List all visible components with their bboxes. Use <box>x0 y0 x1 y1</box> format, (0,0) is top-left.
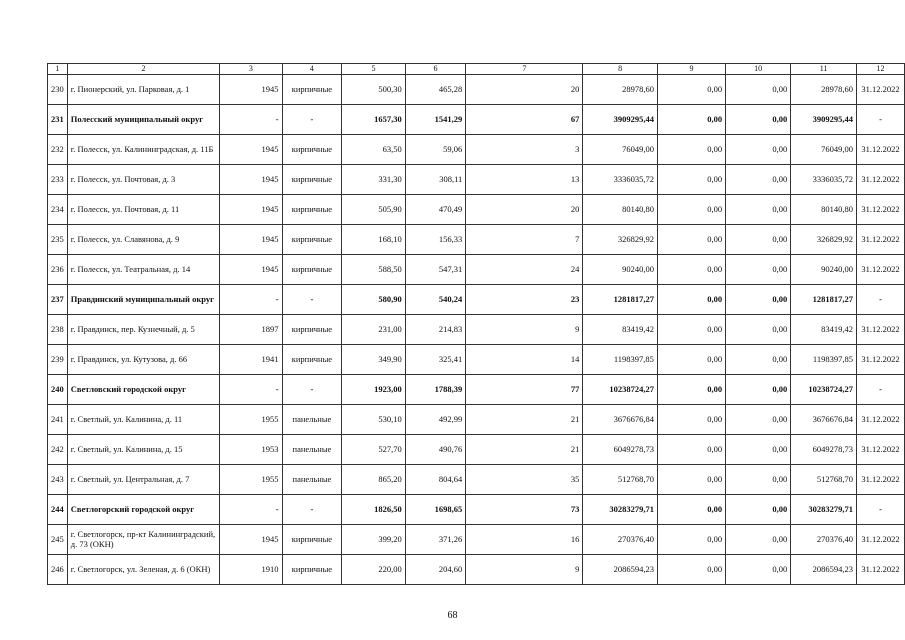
cell-cost-other: 90240,00 <box>791 255 857 285</box>
cell-cost-budget: 0,00 <box>726 345 791 375</box>
cell-total-area: 527,70 <box>342 435 405 465</box>
cell-living-area: 371,26 <box>405 525 466 555</box>
cell-wall-material: кирпичные <box>282 315 342 345</box>
cell-row-number: 243 <box>48 465 68 495</box>
cell-year-built: 1945 <box>220 135 282 165</box>
cell-cost-fund: 0,00 <box>657 75 725 105</box>
table-row <box>48 75 905 105</box>
cell-cost-other: 270376,40 <box>791 525 857 555</box>
cell-living-area: 1698,65 <box>405 495 466 525</box>
cell-cost-total: 512768,70 <box>583 465 658 495</box>
cell-wall-material: кирпичные <box>282 75 342 105</box>
table-row <box>48 465 905 495</box>
table-row <box>48 555 905 585</box>
cell-living-area: 308,11 <box>405 165 466 195</box>
cell-cost-other: 10238724,27 <box>791 375 857 405</box>
cell-cost-budget: 0,00 <box>726 465 791 495</box>
cell-living-area: 214,83 <box>405 315 466 345</box>
column-header-6: 6 <box>405 64 466 75</box>
cell-year-built: - <box>220 285 282 315</box>
cell-living-area: 804,64 <box>405 465 466 495</box>
cell-cost-other: 2086594,23 <box>791 555 857 585</box>
cell-year-built: - <box>220 105 282 135</box>
cell-wall-material: панельные <box>282 405 342 435</box>
cell-cost-total: 3909295,44 <box>583 105 658 135</box>
cell-row-number: 241 <box>48 405 68 435</box>
cell-total-area: 588,50 <box>342 255 405 285</box>
cell-residents: 16 <box>466 525 583 555</box>
table-row <box>48 255 905 285</box>
cell-residents: 7 <box>466 225 583 255</box>
cell-cost-total: 76049,00 <box>583 135 658 165</box>
cell-address: г. Светлогорск, пр-кт Калининградский, д. 73 (ОКН) <box>67 525 220 555</box>
cell-wall-material: кирпичные <box>282 525 342 555</box>
cell-cost-fund: 0,00 <box>657 405 725 435</box>
cell-row-number: 238 <box>48 315 68 345</box>
cell-cost-total: 1198397,85 <box>583 345 658 375</box>
cell-completion-date: - <box>856 375 904 405</box>
table-body <box>48 75 905 585</box>
cell-row-number: 237 <box>48 285 68 315</box>
cell-cost-fund: 0,00 <box>657 225 725 255</box>
housing-table <box>47 63 905 585</box>
cell-address: г. Светлый, ул. Калинина, д. 11 <box>67 405 220 435</box>
cell-completion-date: 31.12.2022 <box>856 435 904 465</box>
cell-row-number: 231 <box>48 105 68 135</box>
cell-residents: 77 <box>466 375 583 405</box>
cell-living-area: 156,33 <box>405 225 466 255</box>
cell-residents: 23 <box>466 285 583 315</box>
cell-residents: 21 <box>466 435 583 465</box>
cell-cost-fund: 0,00 <box>657 435 725 465</box>
cell-total-area: 63,50 <box>342 135 405 165</box>
cell-address: г. Полесск, ул. Почтовая, д. 11 <box>67 195 220 225</box>
cell-total-area: 231,00 <box>342 315 405 345</box>
cell-completion-date: 31.12.2022 <box>856 465 904 495</box>
cell-completion-date: 31.12.2022 <box>856 345 904 375</box>
cell-address: г. Светлогорск, ул. Зеленая, д. 6 (ОКН) <box>67 555 220 585</box>
column-number-header-row <box>48 64 905 75</box>
cell-cost-budget: 0,00 <box>726 195 791 225</box>
cell-residents: 24 <box>466 255 583 285</box>
cell-cost-total: 10238724,27 <box>583 375 658 405</box>
cell-total-area: 220,00 <box>342 555 405 585</box>
column-header-12: 12 <box>856 64 904 75</box>
cell-living-area: 1788,39 <box>405 375 466 405</box>
cell-year-built: 1955 <box>220 405 282 435</box>
cell-address: г. Светлый, ул. Калинина, д. 15 <box>67 435 220 465</box>
cell-cost-total: 6049278,73 <box>583 435 658 465</box>
cell-cost-total: 326829,92 <box>583 225 658 255</box>
cell-year-built: 1910 <box>220 555 282 585</box>
cell-cost-fund: 0,00 <box>657 135 725 165</box>
cell-wall-material: панельные <box>282 435 342 465</box>
table-row <box>48 195 905 225</box>
table-row-subtotal <box>48 105 905 135</box>
cell-completion-date: - <box>856 105 904 135</box>
cell-completion-date: 31.12.2022 <box>856 555 904 585</box>
cell-cost-other: 80140,80 <box>791 195 857 225</box>
cell-cost-other: 3676676,84 <box>791 405 857 435</box>
cell-total-area: 500,30 <box>342 75 405 105</box>
cell-cost-other: 326829,92 <box>791 225 857 255</box>
cell-cost-other: 6049278,73 <box>791 435 857 465</box>
cell-address: Светловский городской округ <box>67 375 220 405</box>
cell-completion-date: - <box>856 285 904 315</box>
cell-cost-budget: 0,00 <box>726 495 791 525</box>
cell-cost-budget: 0,00 <box>726 165 791 195</box>
cell-cost-total: 28978,60 <box>583 75 658 105</box>
cell-cost-other: 1198397,85 <box>791 345 857 375</box>
cell-cost-budget: 0,00 <box>726 315 791 345</box>
table-row <box>48 435 905 465</box>
cell-address: Правдинский муниципальный округ <box>67 285 220 315</box>
column-header-2: 2 <box>67 64 220 75</box>
cell-cost-other: 3336035,72 <box>791 165 857 195</box>
cell-cost-budget: 0,00 <box>726 375 791 405</box>
cell-living-area: 540,24 <box>405 285 466 315</box>
cell-cost-fund: 0,00 <box>657 195 725 225</box>
cell-year-built: 1953 <box>220 435 282 465</box>
cell-cost-budget: 0,00 <box>726 225 791 255</box>
table-row <box>48 165 905 195</box>
cell-row-number: 233 <box>48 165 68 195</box>
cell-living-area: 465,28 <box>405 75 466 105</box>
cell-address: г. Полесск, ул. Славянова, д. 9 <box>67 225 220 255</box>
cell-address: г. Правдинск, пер. Кузнечный, д. 5 <box>67 315 220 345</box>
cell-living-area: 470,49 <box>405 195 466 225</box>
cell-total-area: 530,10 <box>342 405 405 435</box>
cell-row-number: 244 <box>48 495 68 525</box>
cell-cost-other: 1281817,27 <box>791 285 857 315</box>
cell-cost-other: 28978,60 <box>791 75 857 105</box>
cell-completion-date: 31.12.2022 <box>856 315 904 345</box>
column-header-1: 1 <box>48 64 68 75</box>
cell-cost-budget: 0,00 <box>726 255 791 285</box>
cell-row-number: 235 <box>48 225 68 255</box>
cell-total-area: 168,10 <box>342 225 405 255</box>
column-header-8: 8 <box>583 64 658 75</box>
cell-total-area: 1923,00 <box>342 375 405 405</box>
cell-cost-fund: 0,00 <box>657 495 725 525</box>
cell-cost-fund: 0,00 <box>657 255 725 285</box>
cell-residents: 35 <box>466 465 583 495</box>
cell-residents: 67 <box>466 105 583 135</box>
cell-cost-fund: 0,00 <box>657 465 725 495</box>
cell-cost-total: 80140,80 <box>583 195 658 225</box>
cell-living-area: 1541,29 <box>405 105 466 135</box>
cell-completion-date: 31.12.2022 <box>856 225 904 255</box>
cell-wall-material: панельные <box>282 465 342 495</box>
cell-residents: 13 <box>466 165 583 195</box>
cell-row-number: 234 <box>48 195 68 225</box>
page-number: 68 <box>447 610 458 621</box>
table-row <box>48 225 905 255</box>
cell-wall-material: кирпичные <box>282 165 342 195</box>
column-header-5: 5 <box>342 64 405 75</box>
cell-completion-date: 31.12.2022 <box>856 165 904 195</box>
table-row <box>48 405 905 435</box>
cell-cost-total: 83419,42 <box>583 315 658 345</box>
cell-cost-fund: 0,00 <box>657 165 725 195</box>
cell-cost-fund: 0,00 <box>657 555 725 585</box>
cell-cost-total: 270376,40 <box>583 525 658 555</box>
cell-cost-fund: 0,00 <box>657 105 725 135</box>
cell-year-built: 1945 <box>220 75 282 105</box>
cell-wall-material: кирпичные <box>282 135 342 165</box>
cell-cost-budget: 0,00 <box>726 405 791 435</box>
cell-cost-total: 3676676,84 <box>583 405 658 435</box>
cell-wall-material: кирпичные <box>282 225 342 255</box>
cell-address: Светлогорский городской округ <box>67 495 220 525</box>
cell-wall-material: кирпичные <box>282 345 342 375</box>
cell-cost-other: 30283279,71 <box>791 495 857 525</box>
cell-cost-budget: 0,00 <box>726 135 791 165</box>
cell-wall-material: - <box>282 375 342 405</box>
cell-wall-material: кирпичные <box>282 255 342 285</box>
cell-residents: 20 <box>466 75 583 105</box>
cell-completion-date: 31.12.2022 <box>856 405 904 435</box>
cell-total-area: 349,90 <box>342 345 405 375</box>
cell-residents: 9 <box>466 555 583 585</box>
cell-cost-fund: 0,00 <box>657 315 725 345</box>
cell-cost-budget: 0,00 <box>726 555 791 585</box>
cell-cost-fund: 0,00 <box>657 285 725 315</box>
cell-address: г. Светлый, ул. Центральная, д. 7 <box>67 465 220 495</box>
cell-completion-date: - <box>856 495 904 525</box>
cell-total-area: 1657,30 <box>342 105 405 135</box>
cell-living-area: 492,99 <box>405 405 466 435</box>
cell-row-number: 240 <box>48 375 68 405</box>
cell-cost-total: 3336035,72 <box>583 165 658 195</box>
cell-living-area: 204,60 <box>405 555 466 585</box>
cell-year-built: 1897 <box>220 315 282 345</box>
cell-residents: 9 <box>466 315 583 345</box>
cell-year-built: 1945 <box>220 525 282 555</box>
cell-row-number: 245 <box>48 525 68 555</box>
cell-cost-total: 90240,00 <box>583 255 658 285</box>
cell-row-number: 242 <box>48 435 68 465</box>
cell-row-number: 239 <box>48 345 68 375</box>
cell-total-area: 865,20 <box>342 465 405 495</box>
cell-address: г. Полесск, ул. Калининградская, д. 11Б <box>67 135 220 165</box>
cell-address: Полесский муниципальный округ <box>67 105 220 135</box>
column-header-3: 3 <box>220 64 282 75</box>
cell-year-built: 1945 <box>220 225 282 255</box>
cell-total-area: 580,90 <box>342 285 405 315</box>
cell-address: г. Правдинск, ул. Кутузова, д. 66 <box>67 345 220 375</box>
cell-cost-total: 2086594,23 <box>583 555 658 585</box>
cell-wall-material: - <box>282 105 342 135</box>
cell-living-area: 59,06 <box>405 135 466 165</box>
cell-cost-fund: 0,00 <box>657 345 725 375</box>
cell-year-built: 1941 <box>220 345 282 375</box>
cell-row-number: 246 <box>48 555 68 585</box>
cell-row-number: 236 <box>48 255 68 285</box>
cell-residents: 3 <box>466 135 583 165</box>
cell-address: г. Полесск, ул. Почтовая, д. 3 <box>67 165 220 195</box>
column-header-4: 4 <box>282 64 342 75</box>
cell-residents: 20 <box>466 195 583 225</box>
cell-cost-other: 3909295,44 <box>791 105 857 135</box>
cell-year-built: 1955 <box>220 465 282 495</box>
cell-row-number: 230 <box>48 75 68 105</box>
cell-cost-budget: 0,00 <box>726 525 791 555</box>
cell-living-area: 547,31 <box>405 255 466 285</box>
cell-address: г. Полесск, ул. Театральная, д. 14 <box>67 255 220 285</box>
table-row <box>48 525 905 555</box>
cell-completion-date: 31.12.2022 <box>856 75 904 105</box>
column-header-10: 10 <box>726 64 791 75</box>
table-row <box>48 135 905 165</box>
cell-completion-date: 31.12.2022 <box>856 525 904 555</box>
cell-cost-budget: 0,00 <box>726 435 791 465</box>
cell-completion-date: 31.12.2022 <box>856 195 904 225</box>
cell-total-area: 1826,50 <box>342 495 405 525</box>
cell-address: г. Пионерский, ул. Парковая, д. 1 <box>67 75 220 105</box>
cell-year-built: 1945 <box>220 165 282 195</box>
cell-year-built: - <box>220 495 282 525</box>
cell-residents: 73 <box>466 495 583 525</box>
table-row-subtotal <box>48 285 905 315</box>
cell-cost-budget: 0,00 <box>726 105 791 135</box>
cell-cost-total: 30283279,71 <box>583 495 658 525</box>
cell-cost-total: 1281817,27 <box>583 285 658 315</box>
cell-completion-date: 31.12.2022 <box>856 255 904 285</box>
cell-cost-other: 83419,42 <box>791 315 857 345</box>
cell-cost-budget: 0,00 <box>726 285 791 315</box>
cell-residents: 14 <box>466 345 583 375</box>
cell-living-area: 490,76 <box>405 435 466 465</box>
cell-total-area: 505,90 <box>342 195 405 225</box>
cell-year-built: 1945 <box>220 195 282 225</box>
cell-living-area: 325,41 <box>405 345 466 375</box>
cell-cost-other: 76049,00 <box>791 135 857 165</box>
cell-year-built: - <box>220 375 282 405</box>
cell-cost-budget: 0,00 <box>726 75 791 105</box>
cell-cost-fund: 0,00 <box>657 375 725 405</box>
table-row-subtotal <box>48 495 905 525</box>
table-row <box>48 345 905 375</box>
cell-wall-material: кирпичные <box>282 195 342 225</box>
cell-wall-material: кирпичные <box>282 555 342 585</box>
column-header-9: 9 <box>657 64 725 75</box>
column-header-7: 7 <box>466 64 583 75</box>
cell-wall-material: - <box>282 285 342 315</box>
cell-completion-date: 31.12.2022 <box>856 135 904 165</box>
cell-total-area: 399,20 <box>342 525 405 555</box>
column-header-11: 11 <box>791 64 857 75</box>
cell-total-area: 331,30 <box>342 165 405 195</box>
cell-year-built: 1945 <box>220 255 282 285</box>
cell-cost-fund: 0,00 <box>657 525 725 555</box>
table-row-subtotal <box>48 375 905 405</box>
cell-residents: 21 <box>466 405 583 435</box>
table-row <box>48 315 905 345</box>
cell-wall-material: - <box>282 495 342 525</box>
cell-row-number: 232 <box>48 135 68 165</box>
cell-cost-other: 512768,70 <box>791 465 857 495</box>
